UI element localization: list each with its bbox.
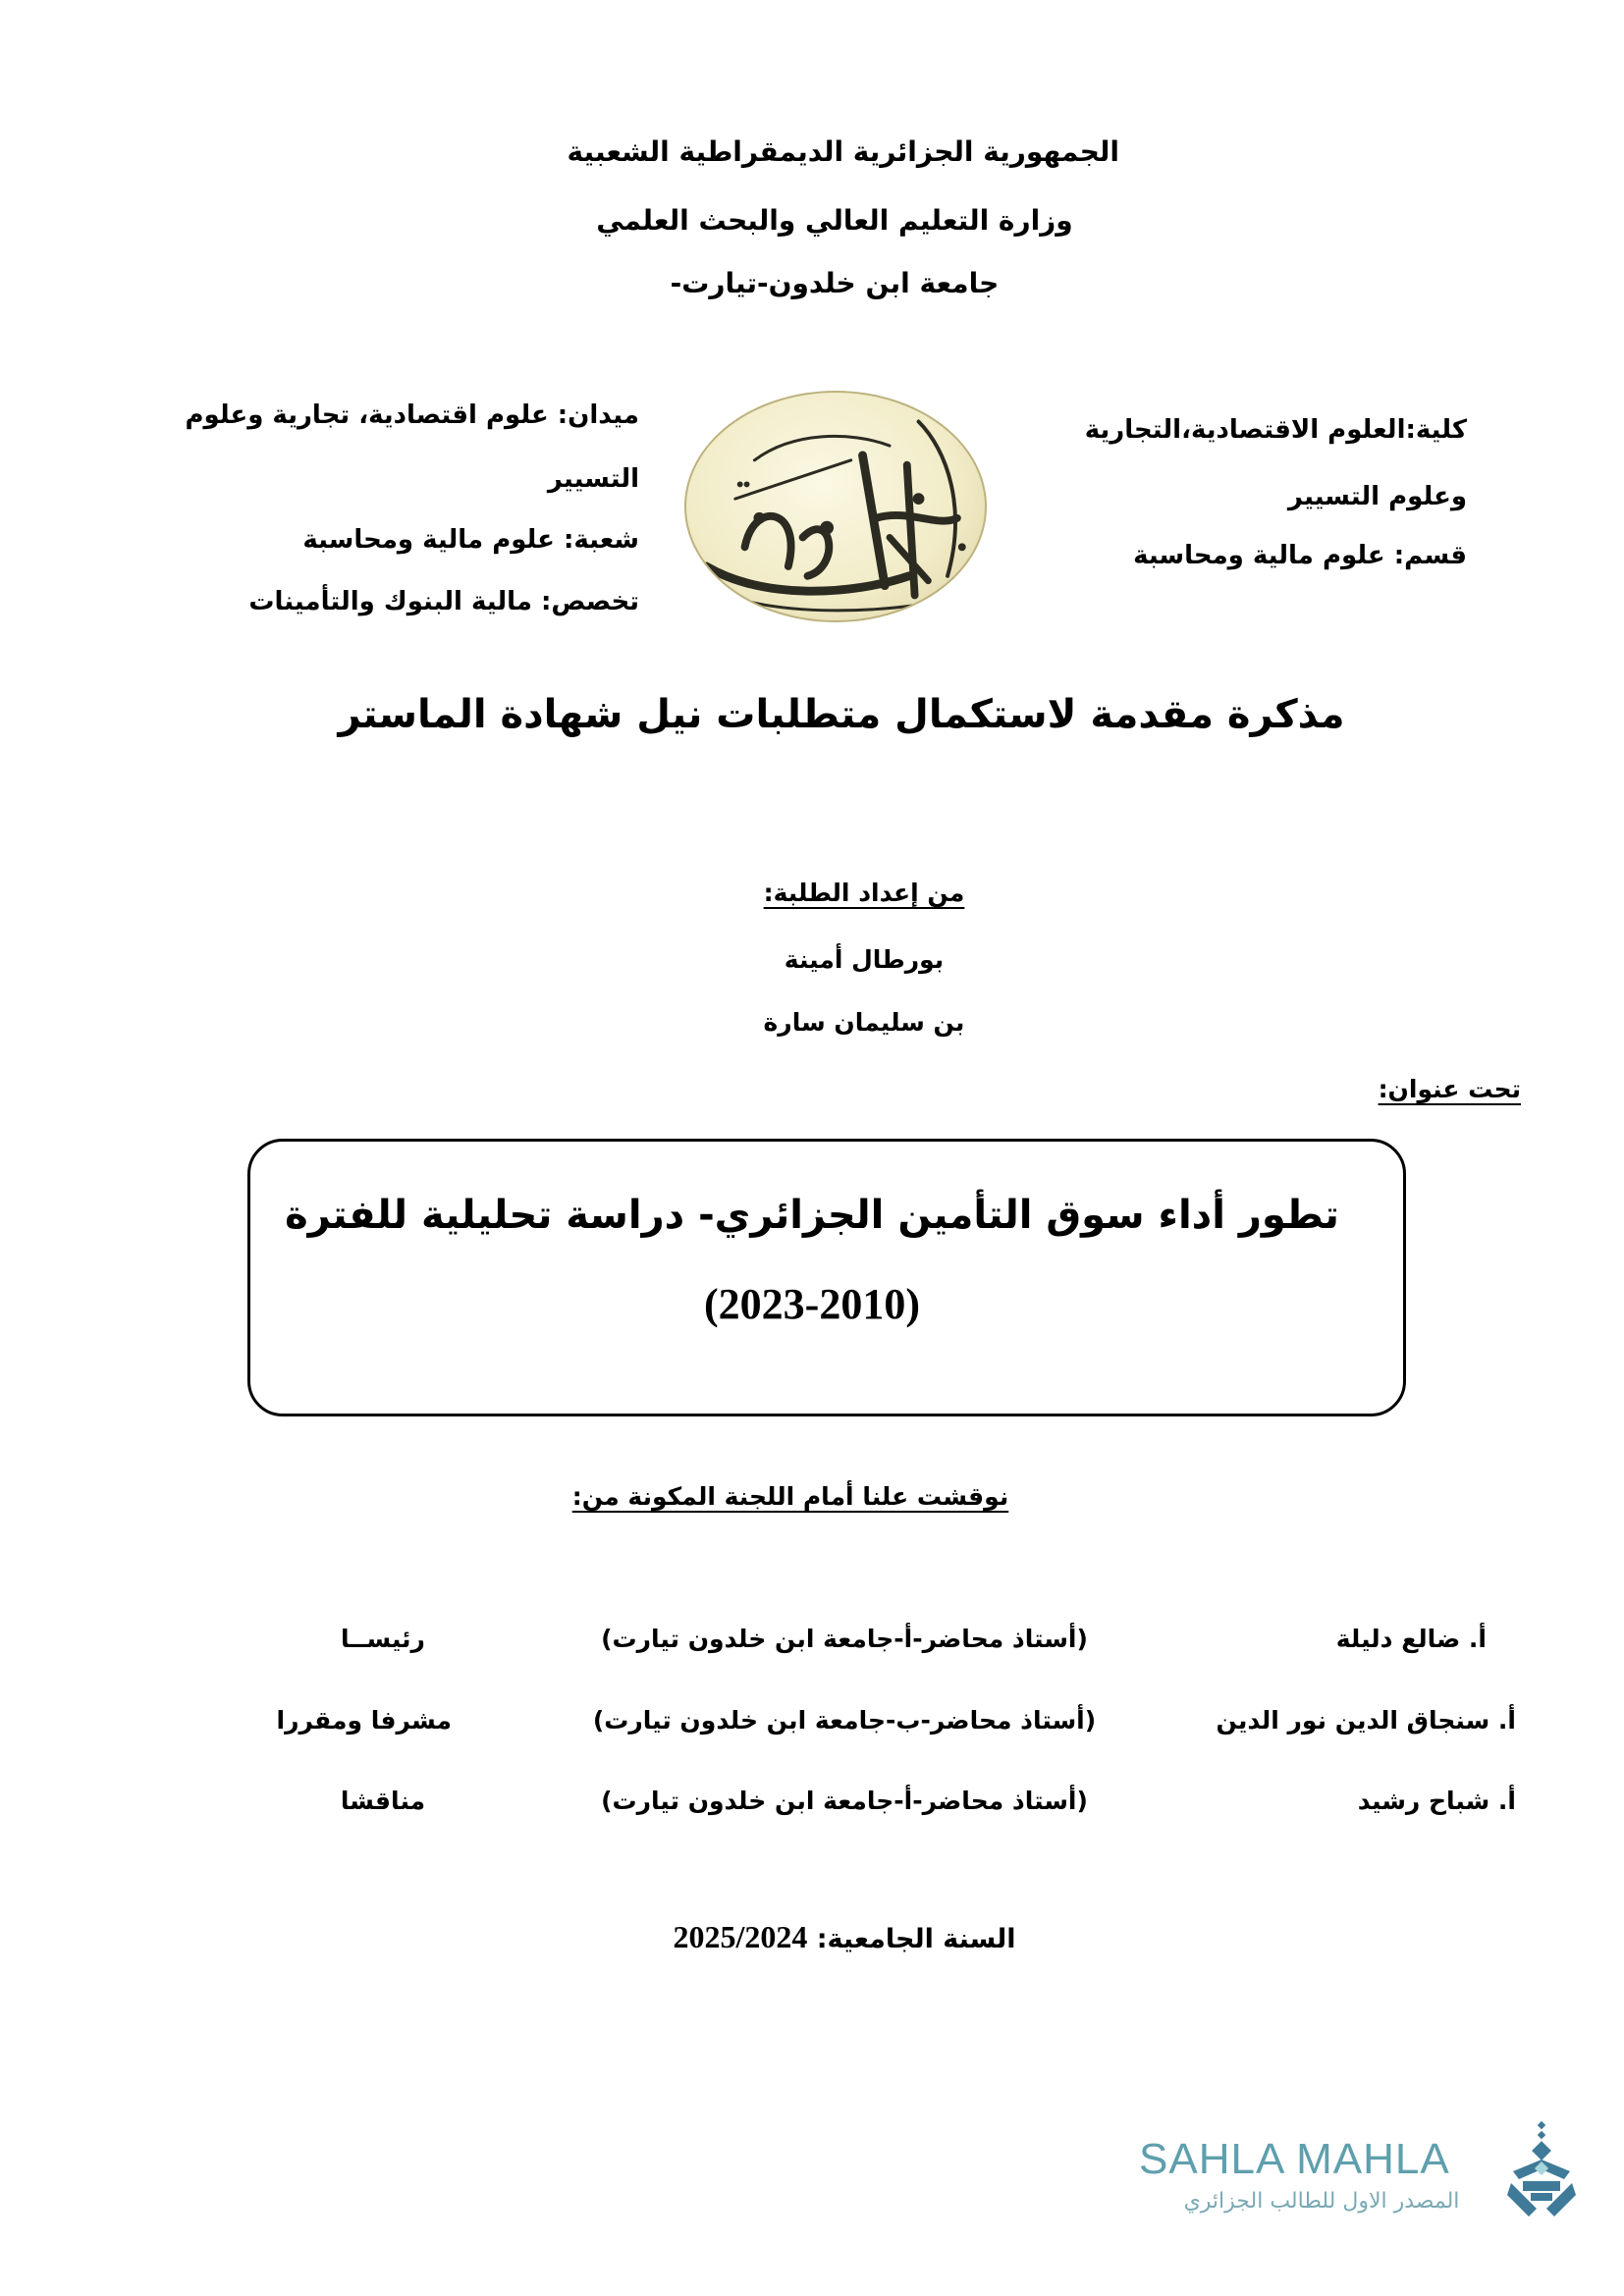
committee-member-affiliation: (أستاذ محاضر-ب-جامعة ابن خلدون تيارت): [592, 1706, 1097, 1735]
sahla-mahla-emblem-icon: [1507, 2120, 1576, 2218]
prepared-by-label: من إعداد الطلبة:: [763, 879, 965, 907]
department-line: قسم: علوم مالية ومحاسبة: [1133, 541, 1467, 570]
under-title-label: تحت عنوان:: [1378, 1075, 1521, 1103]
thesis-period: (2023-2010): [704, 1280, 920, 1328]
committee-member-name: أ. سنجاق الدين نور الدين: [1216, 1706, 1516, 1735]
committee-member-affiliation: (أستاذ محاضر-أ-جامعة ابن خلدون تيارت): [601, 1625, 1088, 1653]
academic-year: [628, 1919, 1060, 1955]
committee-member-role: مشرفا ومقررا: [276, 1706, 452, 1735]
faculty-line-1: كلية:العلوم الاقتصادية،التجارية: [1084, 415, 1467, 445]
branch-line: شعبة: علوم مالية ومحاسبة: [302, 525, 639, 555]
field-line-1: ميدان: علوم اقتصادية، تجارية وعلوم: [185, 400, 639, 430]
university-heading: جامعة ابن خلدون-تيارت-: [670, 267, 1000, 299]
memo-title: مذكرة مقدمة لاستكمال متطلبات نيل شهادة الماستر: [338, 692, 1345, 737]
republic-heading: الجمهورية الجزائرية الديمقراطية الشعبية: [567, 135, 1119, 168]
field-line-2: التسيير: [547, 464, 639, 494]
ministry-heading: وزارة التعليم العالي والبحث العلمي: [596, 204, 1073, 237]
committee-member-role: مناقشا: [340, 1787, 426, 1815]
thesis-title: تطور أداء سوق التأمين الجزائري- دراسة تحليلية للفترة: [285, 1193, 1339, 1238]
academic-year-value: 2025/2024: [673, 1919, 808, 1954]
committee-member-name: أ. ضالع دليلة: [1335, 1625, 1487, 1653]
thesis-title-box: [247, 1139, 1406, 1416]
committee-member-name: أ. شباح رشيد: [1357, 1787, 1516, 1815]
sahla-mahla-tagline: المصدر الاول للطالب الجزائري: [1183, 2189, 1460, 2214]
student-name: بورطال أمينة: [784, 945, 945, 974]
sahla-mahla-brand: SAHLA MAHLA: [1139, 2135, 1450, 2183]
committee-member-affiliation: (أستاذ محاضر-أ-جامعة ابن خلدون تيارت): [601, 1787, 1088, 1815]
specialty-line: تخصص: مالية البنوك والتأمينات: [248, 587, 639, 616]
university-seal-icon: [684, 391, 987, 622]
academic-year-label: السنة الجامعية:: [816, 1924, 1016, 1954]
committee-member-role: رئيســا: [341, 1625, 425, 1653]
committee-label: نوقشت علنا أمام اللجنة المكونة من:: [571, 1482, 1009, 1511]
student-name: بن سليمان سارة: [763, 1008, 965, 1037]
faculty-line-2: وعلوم التسيير: [1287, 482, 1467, 511]
